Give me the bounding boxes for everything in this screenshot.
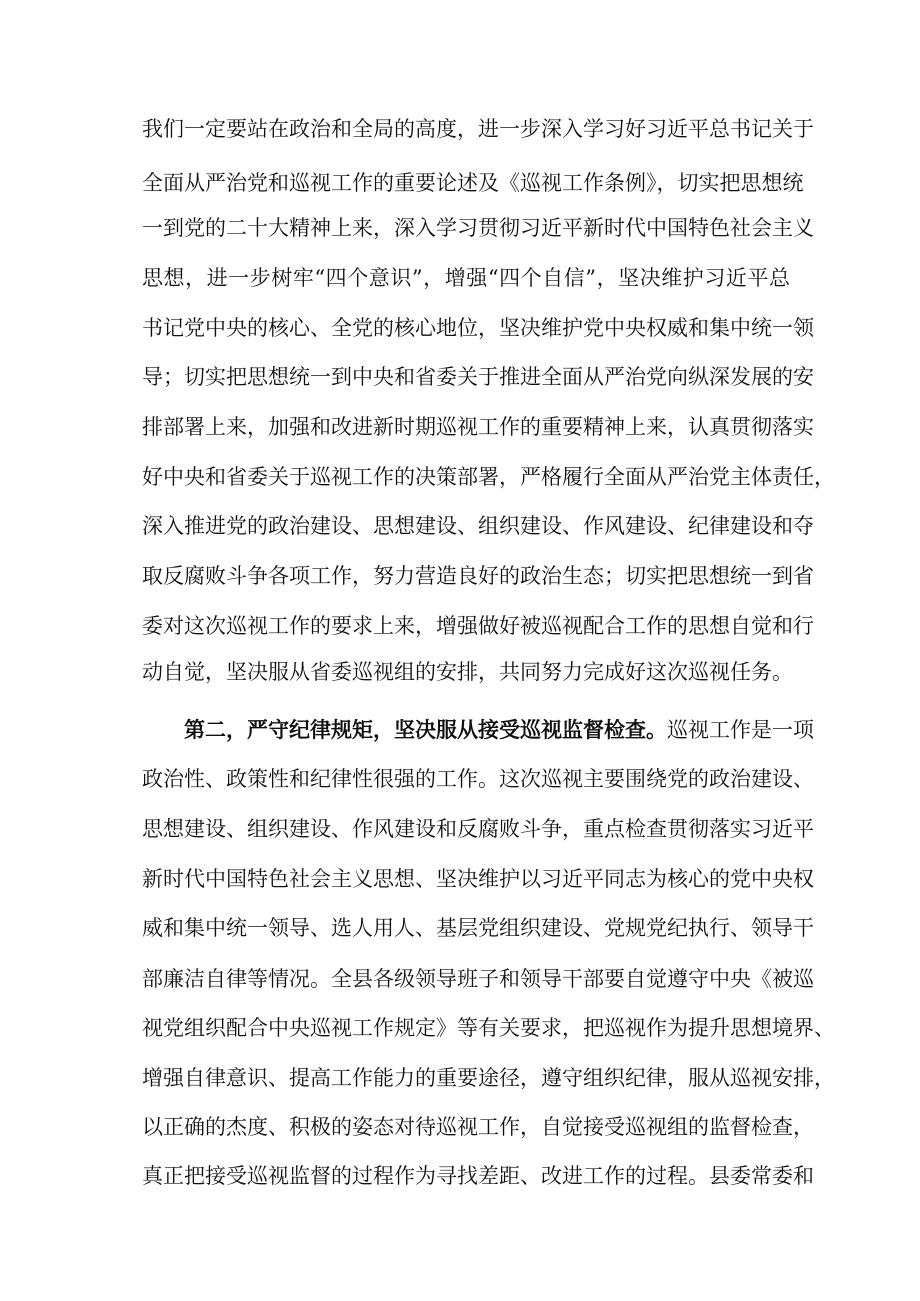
paragraph-line: 导；切实把思想统一到中央和省委关于推进全面从严治党向纵深发展的安 [142, 365, 814, 389]
paragraph-line: 增强自律意识、提高工作能力的重要途径，遵守组织纪律，服从巡视安排， [142, 1066, 835, 1090]
paragraph-line: 委对这次巡视工作的要求上来，增强做好被巡视配合工作的思想自觉和行 [142, 614, 814, 638]
paragraph-line: 思想，进一步树牢“四个意识”，增强“四个自信”，坚决维护习近平总 [142, 266, 790, 290]
paragraph-line: 我们一定要站在政治和全局的高度，进一步深入学习好习近平总书记关于 [142, 117, 814, 141]
paragraph-line: 视党组织配合中央巡视工作规定》等有关要求，把巡视作为提升思想境界、 [142, 1016, 835, 1040]
paragraph-line: 深入推进党的政治建设、思想建设、组织建设、作风建设、纪律建设和夺 [142, 514, 814, 538]
paragraph-line: 以正确的杰度、积极的姿态对待巡视工作，自觉接受巡视组的监督检查， [142, 1115, 814, 1139]
paragraph-line: 排部署上来，加强和改进新时期巡视工作的重要精神上来，认真贯彻落实 [142, 415, 814, 439]
paragraph-line: 真正把接受巡视监督的过程作为寻找差距、改进工作的过程。县委常委和 [142, 1164, 814, 1188]
paragraph-line: 动自觉，坚决服从省委巡视组的安排，共同努力完成好这次巡视任务。 [142, 660, 793, 684]
paragraph-line: 好中央和省委关于巡视工作的决策部署，严格履行全面从严治党主体责任， [142, 465, 835, 489]
paragraph-line: 书记党中央的核心、全党的核心地位，坚决维护党中央权威和集中统一领 [142, 316, 814, 340]
paragraph-first-line [184, 717, 814, 743]
paragraph-line: 威和集中统一领导、选人用人、基层党组织建设、党规党纪执行、领导干 [142, 916, 814, 940]
paragraph-line: 部廉洁自律等情况。全县各级领导班子和领导干部要自觉遵守中央《被巡 [142, 967, 814, 991]
paragraph-text: 巡视工作是一项 [667, 718, 814, 742]
paragraph-line: 新时代中国特色社会主义思想、坚决维护以习近平同志为核心的党中央权 [142, 867, 814, 891]
section-heading: 第二，严守纪律规矩，坚决服从接受巡视监督检查。 [184, 717, 667, 742]
paragraph-line: 政治性、政策性和纪律性很强的工作。这次巡视主要围绕党的政治建设、 [142, 767, 814, 791]
paragraph-line: 一到党的二十大精神上来，深入学习贯彻习近平新时代中国特色社会主义 [142, 216, 814, 240]
paragraph-line: 全面从严治党和巡视工作的重要论述及《巡视工作条例》，切实把思想统 [142, 171, 804, 195]
paragraph-line: 思想建设、组织建设、作风建设和反腐败斗争，重点检查贯彻落实习近平 [142, 817, 814, 841]
paragraph-line: 取反腐败斗争各项工作，努力营造良好的政治生态；切实把思想统一到省 [142, 564, 814, 588]
